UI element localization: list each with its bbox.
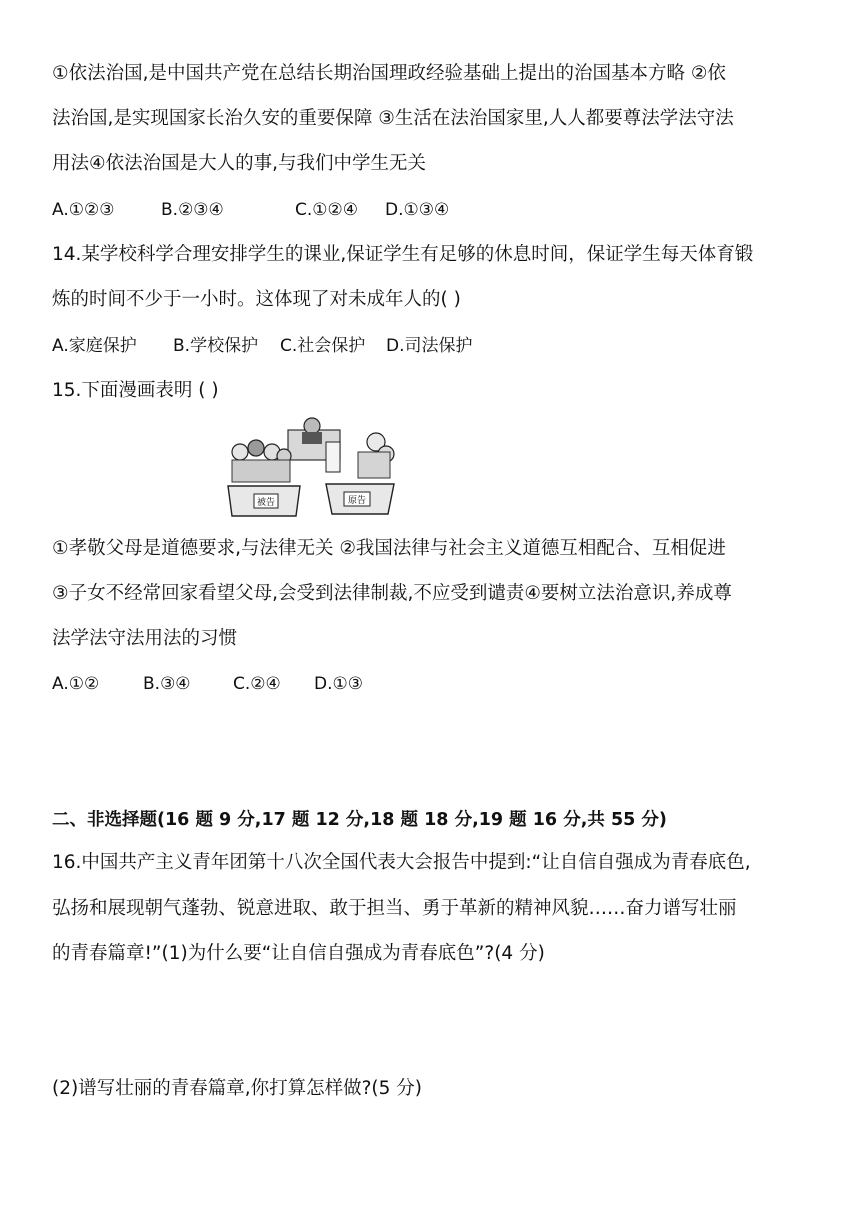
defendant-label: 被告 <box>256 498 276 508</box>
q14-line-1: 14.某学校科学合理安排学生的课业,保证学生有足够的休息时间，保证学生每天体育锻 <box>52 244 754 265</box>
q13-line-2: 法治国,是实现国家长治久安的重要保障 ③生活在法治国家里,人人都要尊法学法守法 <box>52 108 734 129</box>
q16-part2: (2)谱写壮丽的青春篇章,你打算怎样做?(5 分) <box>52 1078 422 1099</box>
q14-line-2: 炼的时间不少于一小时。这体现了对未成年人的( ) <box>52 289 461 310</box>
section-2-heading: 二、非选择题(16 题 9 分,17 题 12 分,18 题 18 分,19 题 16 分,共 55 分) <box>52 810 667 830</box>
court-cartoon-drawing <box>226 412 396 520</box>
q15-option-a[interactable]: A.①② <box>52 674 100 694</box>
court-cartoon <box>226 412 396 520</box>
q15-option-b[interactable]: B.③④ <box>143 674 191 694</box>
q14-option-c[interactable]: C.社会保护 <box>280 336 366 356</box>
q16-line-1: 16.中国共产主义青年团第十八次全国代表大会报告中提到:“让自信自强成为青春底色, <box>52 852 751 873</box>
q16-line-2: 弘扬和展现朝气蓬勃、锐意进取、敢于担当、勇于革新的精神风貌……奋力谱写壮丽 <box>52 898 737 919</box>
q14-option-a[interactable]: A.家庭保护 <box>52 336 137 356</box>
q16-line-3: 的青春篇章!”(1)为什么要“让自信自强成为青春底色”?(4 分) <box>52 943 545 964</box>
q15-option-d[interactable]: D.①③ <box>314 674 363 694</box>
q13-option-d[interactable]: D.①③④ <box>385 200 450 220</box>
plaintiff-label: 原告 <box>347 496 367 506</box>
q14-option-d[interactable]: D.司法保护 <box>386 336 473 356</box>
q13-line-3: 用法④依法治国是大人的事,与我们中学生无关 <box>52 153 426 174</box>
q14-option-b[interactable]: B.学校保护 <box>173 336 259 356</box>
q15-line-2: ③子女不经常回家看望父母,会受到法律制裁,不应受到谴责④要树立法治意识,养成尊 <box>52 583 732 604</box>
q13-line-1: ①依法治国,是中国共产党在总结长期治国理政经验基础上提出的治国基本方略 ②依 <box>52 63 726 84</box>
q15-line-3: 法学法守法用法的习惯 <box>52 628 238 649</box>
q15-option-c[interactable]: C.②④ <box>233 674 281 694</box>
q13-option-c[interactable]: C.①②④ <box>295 200 358 220</box>
q15-stem: 15.下面漫画表明 ( ) <box>52 380 219 401</box>
q13-option-b[interactable]: B.②③④ <box>161 200 224 220</box>
q13-option-a[interactable]: A.①②③ <box>52 200 115 220</box>
q15-line-1: ①孝敬父母是道德要求,与法律无关 ②我国法律与社会主义道德互相配合、互相促进 <box>52 538 726 559</box>
